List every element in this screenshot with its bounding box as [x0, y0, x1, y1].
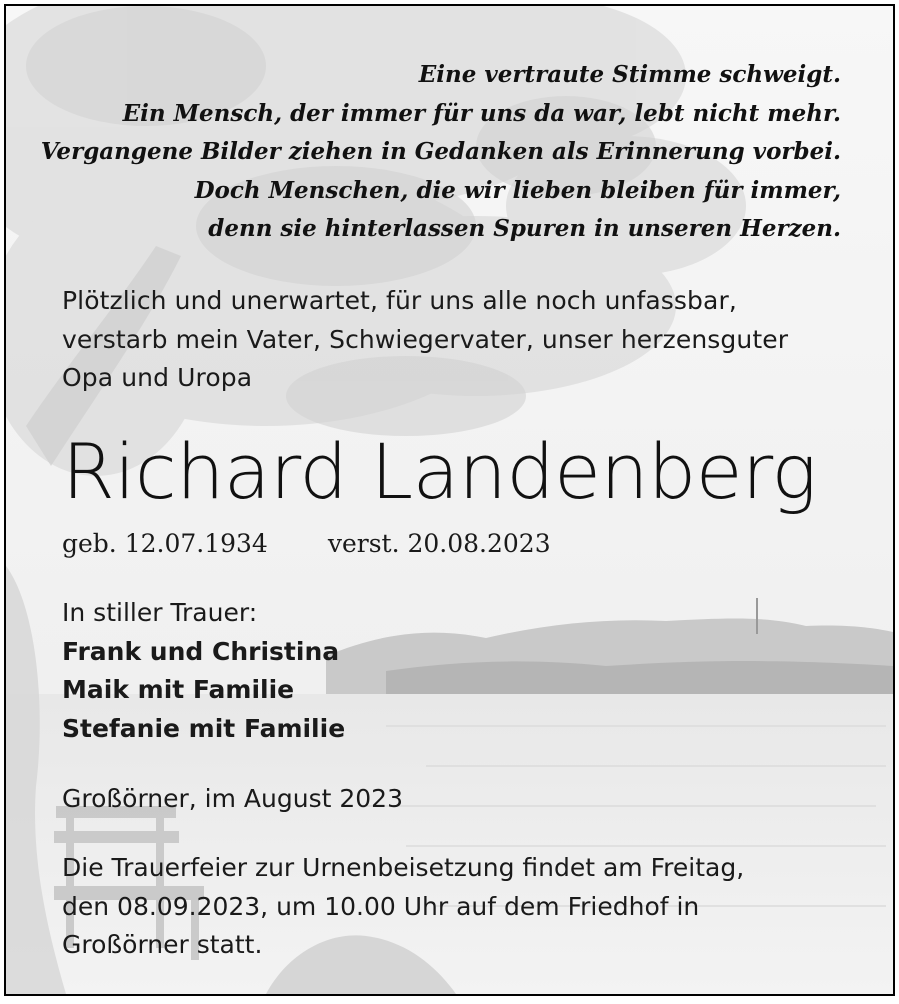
intro-line: verstarb mein Vater, Schwiegervater, unser herzensguter	[62, 324, 789, 354]
funeral-line: Großörner statt.	[62, 930, 263, 959]
intro-line: Plötzlich und unerwartet, für uns alle noch unfassbar,	[62, 286, 737, 315]
place-date: Großörner, im August 2023	[62, 784, 403, 813]
mourner-name: Maik mit Familie	[62, 675, 295, 704]
funeral-line: den 08.09.2023, um 10.00 Uhr auf dem Friedhof in	[62, 891, 700, 921]
death-date: verst. 20.08.2023	[327, 529, 551, 558]
mourner-name: Stefanie mit Familie	[62, 713, 346, 743]
mourners-block	[62, 594, 345, 748]
intro-text	[62, 282, 788, 398]
life-dates	[62, 526, 551, 562]
funeral-info	[62, 849, 744, 965]
obituary-notice	[4, 4, 895, 996]
poem-line: Ein Mensch, der immer für uns da war, lebt nicht mehr.	[122, 99, 841, 127]
deceased-name: Richard Landenberg	[62, 427, 817, 516]
mourners-heading: In stiller Trauer:	[62, 598, 258, 627]
poem-line: Doch Menschen, die wir lieben bleiben für immer,	[194, 176, 841, 204]
poem-line: denn sie hinterlassen Spuren in unseren Herzen.	[208, 215, 841, 242]
intro-line: Opa und Uropa	[62, 363, 253, 392]
mourner-name: Frank und Christina	[62, 636, 340, 666]
poem-line: Eine vertraute Stimme schweigt.	[418, 61, 841, 88]
funeral-line: Die Trauerfeier zur Urnenbeisetzung findet am Freitag,	[62, 853, 745, 882]
poem-line: Vergangene Bilder ziehen in Gedanken als Erinnerung vorbei.	[40, 138, 841, 165]
memorial-poem	[41, 56, 841, 249]
birth-date: geb. 12.07.1934	[62, 529, 268, 558]
